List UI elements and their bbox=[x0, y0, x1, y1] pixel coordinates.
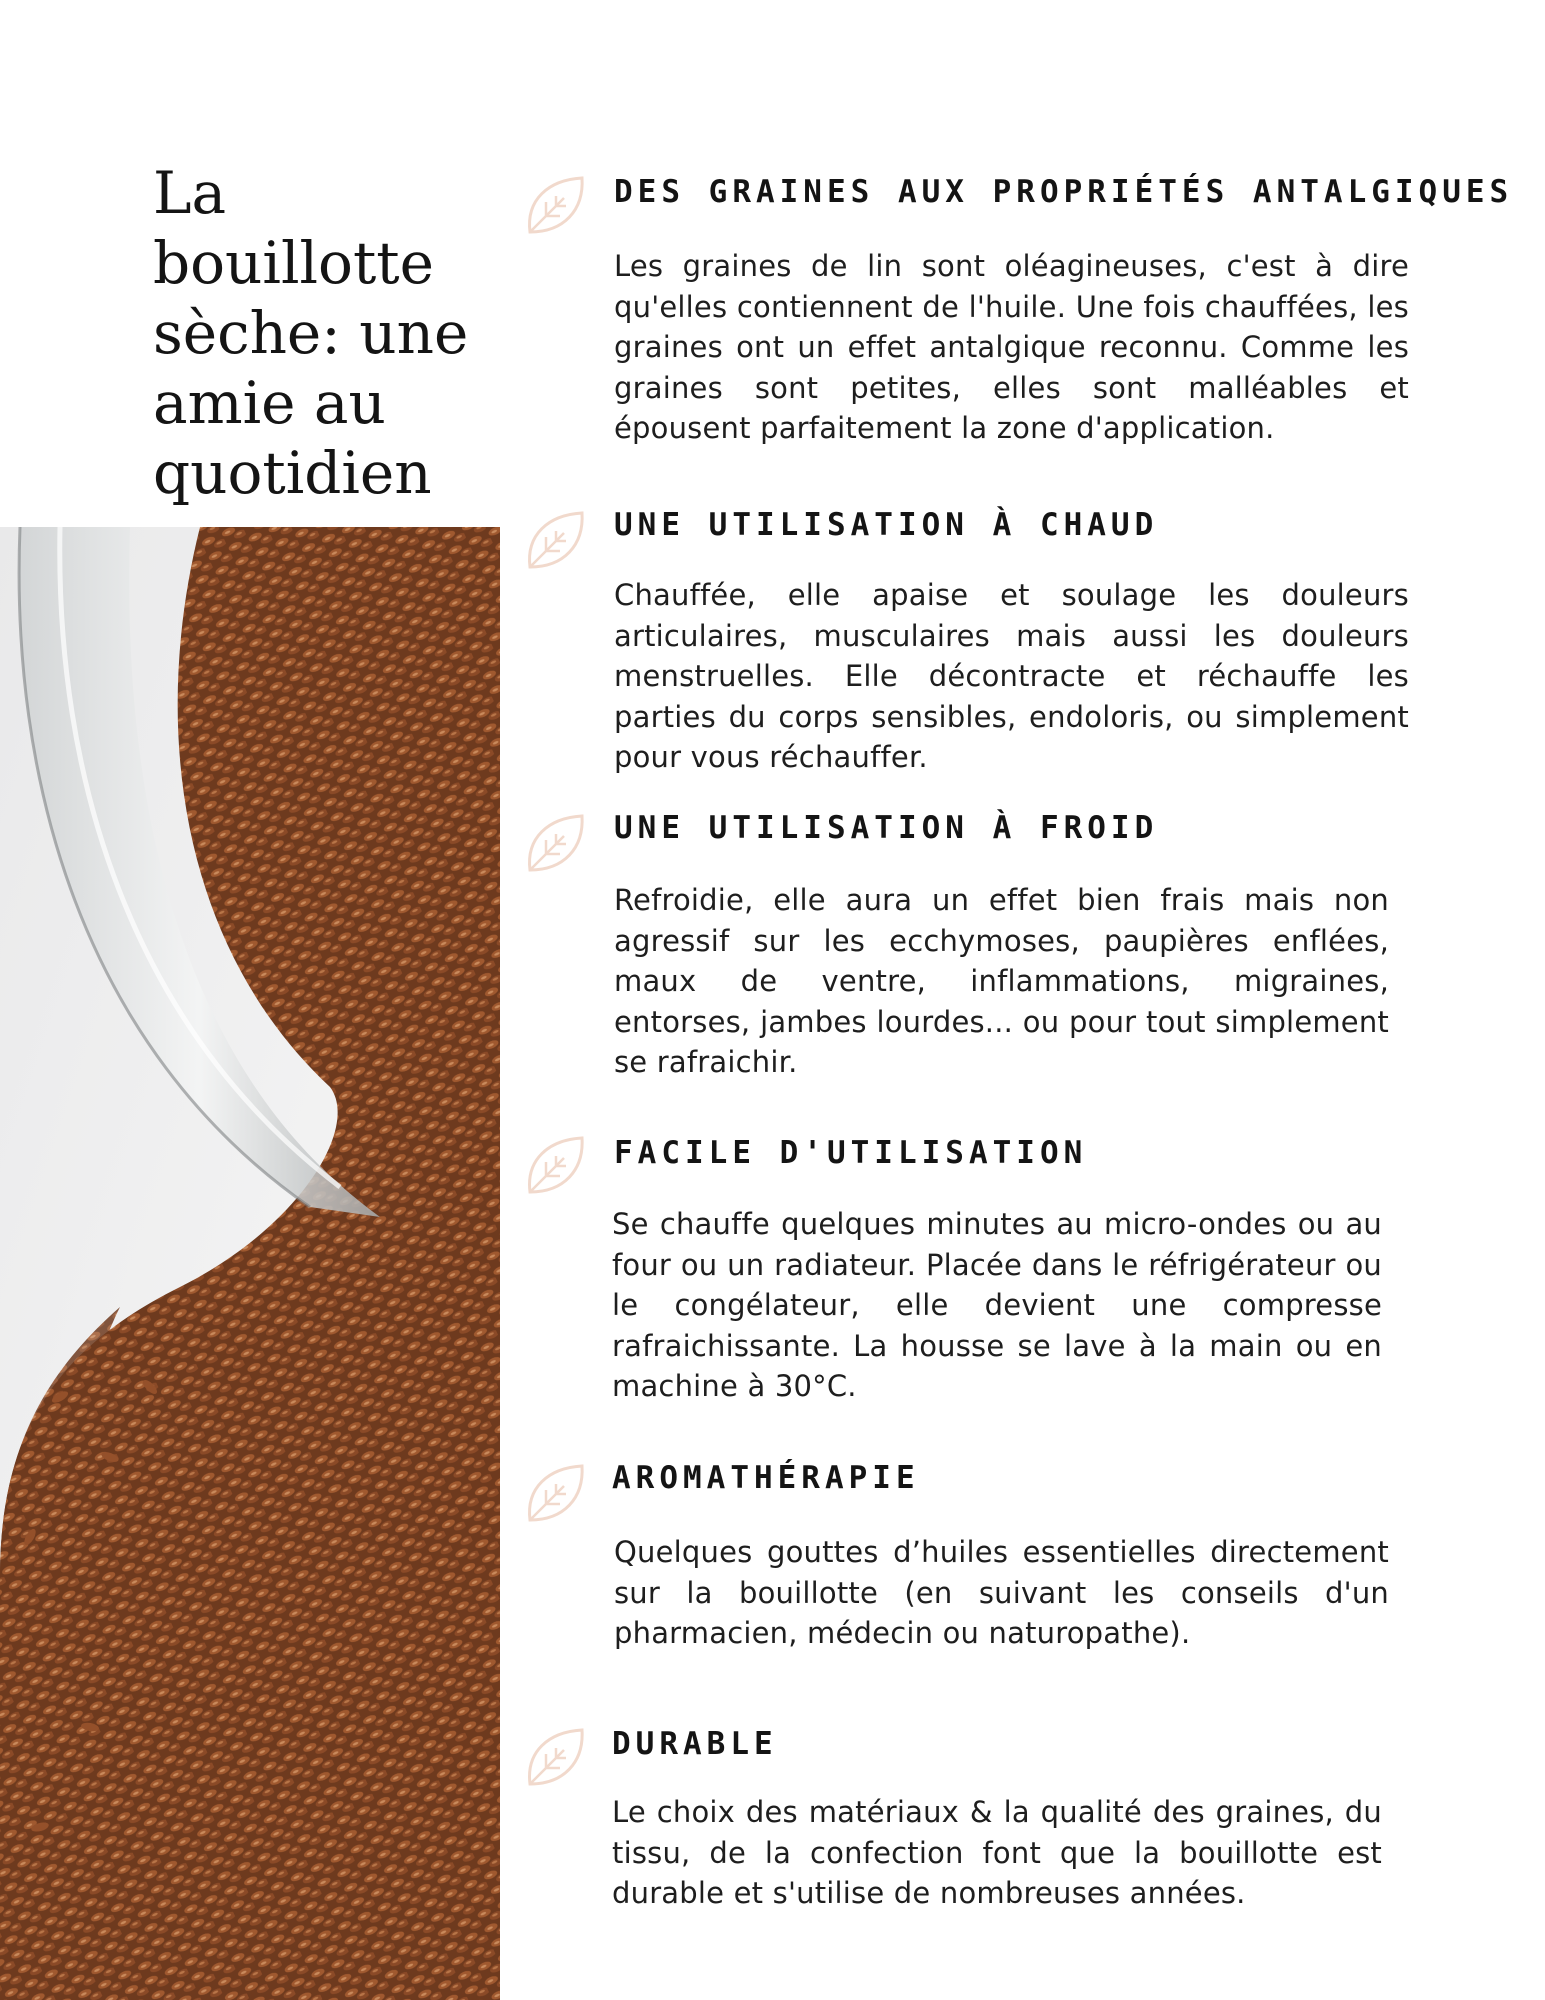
section-heading: DURABLE bbox=[612, 1726, 778, 1762]
section-heading: DES GRAINES AUX PROPRIÉTÉS ANTALGIQUES bbox=[614, 174, 1514, 210]
section-heading: FACILE D'UTILISATION bbox=[614, 1135, 1088, 1171]
flax-seeds-photo bbox=[0, 527, 500, 2000]
section-text: Chauffée, elle apaise et soulage les douleurs articulaires, musculaires mais aussi les douleurs menstruelles. Elle décontracte et réchauffe les parties du corps sensibles, endoloris, ou simplement pour vous réchauffer. bbox=[614, 578, 1409, 774]
leaf-icon bbox=[520, 170, 592, 242]
flax-seeds-illustration bbox=[0, 527, 500, 2000]
section-heading: UNE UTILISATION À FROID bbox=[614, 810, 1159, 846]
leaf-icon bbox=[520, 1130, 592, 1202]
page-title: La bouillotte sèche: une amie au quotidien bbox=[153, 159, 469, 507]
leaf-icon bbox=[520, 505, 592, 577]
section-text: Le choix des matériaux & la qualité des graines, du tissu, de la confection font que la bouillotte est durable et s'utilise de nombreuses années. bbox=[612, 1795, 1382, 1910]
leaf-icon bbox=[520, 1722, 592, 1794]
section-text: Quelques gouttes d’huiles essentielles directement sur la bouillotte (en suivant les conseils d'un pharmacien, médecin ou naturopathe). bbox=[614, 1535, 1389, 1650]
section-text: Refroidie, elle aura un effet bien frais mais non agressif sur les ecchymoses, paupières enflées, maux de ventre, inflammations, migraines, entorses, jambes lourdes... ou pour tout simplement se rafraichir. bbox=[614, 883, 1389, 1079]
section-text: Se chauffe quelques minutes au micro-ondes ou au four ou un radiateur. Placée dans le réfrigérateur ou le congélateur, elle devient une compresse rafraichissante. La housse se lave à la main ou en machine à 30°C. bbox=[612, 1207, 1382, 1403]
section-heading: UNE UTILISATION À CHAUD bbox=[614, 507, 1159, 543]
leaf-icon bbox=[520, 1458, 592, 1530]
section-heading: AROMATHÉRAPIE bbox=[612, 1460, 920, 1496]
section-text: Les graines de lin sont oléagineuses, c'est à dire qu'elles contiennent de l'huile. Une fois chauffées, les graines ont un effet antalgique reconnu. Comme les graines sont petites, elles sont malléables et épousent parfaitement la zone d'application. bbox=[614, 249, 1409, 445]
leaf-icon bbox=[520, 808, 592, 880]
